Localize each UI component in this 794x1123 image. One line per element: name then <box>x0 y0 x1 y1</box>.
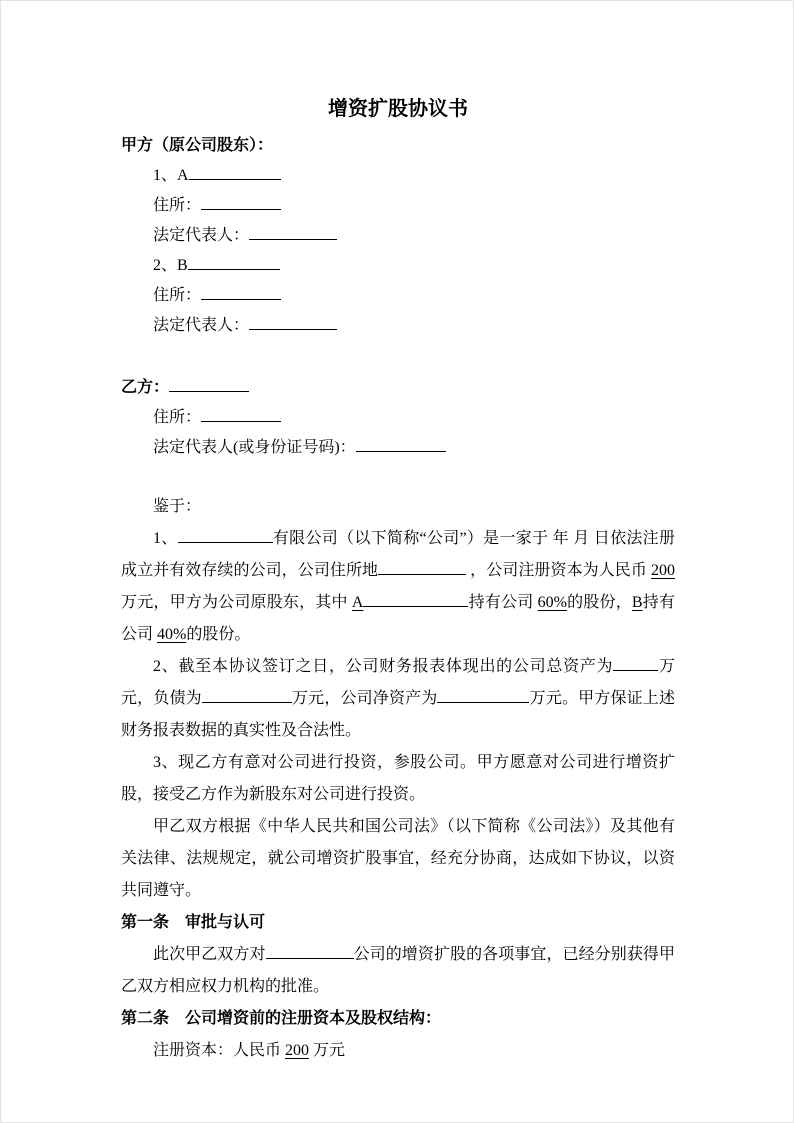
document-title: 增资扩股协议书 <box>328 98 468 120</box>
text-run: 甲方（原公司股东）： <box>121 137 274 154</box>
blank-underline <box>178 527 273 543</box>
text-run: 法定代表人(或身份证号码)： <box>153 439 356 456</box>
spacer-2 <box>121 463 675 491</box>
party-b-address <box>121 403 675 433</box>
blank-underline <box>613 655 658 671</box>
text-run: 万元，甲方为公司原股东，其中 <box>121 594 352 611</box>
text-run: 万元，公司净资产为 <box>291 690 438 707</box>
text-run: 2、截至本协议签订之日，公司财务报表体现出的公司总资产为 <box>153 658 614 675</box>
text-run: 1、 <box>153 530 178 547</box>
whereas-heading <box>121 491 675 523</box>
party-b-heading <box>121 373 675 403</box>
text-run: 万元 <box>309 1042 346 1059</box>
underlined-text: 60% <box>537 594 567 611</box>
text-run: 住所： <box>153 287 202 304</box>
blank-underline <box>189 164 281 180</box>
underlined-text: 200 <box>285 1042 310 1059</box>
blank-underline <box>201 284 281 300</box>
article-1-heading <box>121 907 675 939</box>
blank-underline <box>356 436 446 452</box>
blank-underline <box>202 687 292 703</box>
text-run: 第一条 审批与认可 <box>121 914 266 931</box>
underlined-text: B <box>631 594 643 611</box>
text-run: 法定代表人： <box>153 227 250 244</box>
blank-underline <box>437 687 529 703</box>
party-a-heading <box>121 131 675 161</box>
document-body <box>121 131 675 1067</box>
text-run: 住所： <box>153 197 202 214</box>
whereas-clause-1 <box>121 523 675 651</box>
spacer-1 <box>121 341 675 373</box>
text-run: 此次甲乙双方对 <box>153 946 266 963</box>
text-run: 万元。甲方保证上述财务报表数据的真实性及合法性。 <box>121 690 675 739</box>
party-a-1-legal-rep <box>121 221 675 251</box>
recital-paragraph <box>121 811 675 907</box>
blank-underline <box>201 194 281 210</box>
text-run: 的股份。 <box>186 626 251 643</box>
party-b-legal-rep <box>121 433 675 463</box>
blank-underline <box>266 943 354 959</box>
underlined-text: 200 <box>650 562 675 579</box>
party-a-shareholder-2 <box>121 251 675 281</box>
blank-underline <box>201 406 281 422</box>
party-a-shareholder-1 <box>121 161 675 191</box>
text-run: 持有公司 <box>468 594 538 611</box>
text-run: 第二条 公司增资前的注册资本及股权结构： <box>121 1010 442 1027</box>
text-run: ，公司注册资本为人民币 <box>466 562 651 579</box>
text-run: 乙方： <box>121 379 170 396</box>
party-a-2-address <box>121 281 675 311</box>
blank-underline <box>363 591 468 607</box>
article-2-heading <box>121 1003 675 1035</box>
blank-underline <box>378 559 466 575</box>
underlined-text: A <box>351 594 364 611</box>
blank-underline <box>188 254 280 270</box>
blank-underline <box>169 376 249 392</box>
text-run: 住所： <box>153 409 202 426</box>
whereas-clause-3 <box>121 747 675 811</box>
text-run: 2、B <box>153 257 188 274</box>
text-run: 注册资本：人民币 <box>153 1042 286 1059</box>
blank-underline <box>249 224 337 240</box>
text-run: 持有公司 <box>121 594 675 643</box>
article-2-registered-capital <box>121 1035 675 1067</box>
text-run: 法定代表人： <box>153 317 250 334</box>
text-run: 甲乙双方根据《中华人民共和国公司法》（以下简称《公司法》）及其他有关法律、法规规定，就公司增资扩股事宜，经充分协商，达成如下协议，以资共同遵守。 <box>121 818 675 899</box>
text-run: 鉴于： <box>153 498 202 515</box>
text-run: 公司的增资扩股的各项事宜，已经分别获得甲乙双方相应权力机构的批准。 <box>121 946 675 995</box>
whereas-clause-2 <box>121 651 675 747</box>
text-run: 有限公司（以下简称“公司”）是一家于 年 月 日依法注册成立并有效存续的公司，公司住所地 <box>121 530 675 579</box>
text-run: 万元，负债为 <box>121 658 675 707</box>
blank-underline <box>249 314 337 330</box>
text-run: 1、A <box>153 167 189 184</box>
underlined-text: 40% <box>157 626 187 643</box>
party-a-2-legal-rep <box>121 311 675 341</box>
text-run: 的股份， <box>566 594 632 611</box>
text-run: 3、现乙方有意对公司进行投资，参股公司。甲方愿意对公司进行增资扩股，接受乙方作为新股东对公司进行投资。 <box>121 754 675 803</box>
article-1-body <box>121 939 675 1003</box>
party-a-1-address <box>121 191 675 221</box>
